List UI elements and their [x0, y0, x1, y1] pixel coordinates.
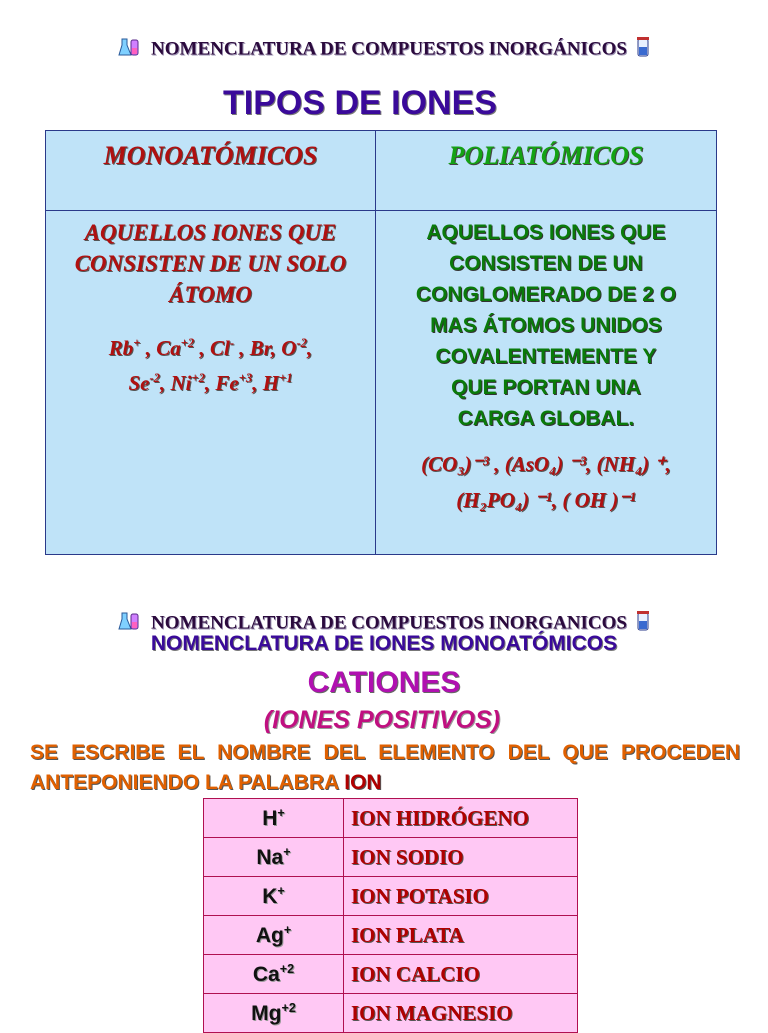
mono-definition [46, 211, 375, 310]
poli-heading-cell [376, 131, 717, 211]
ion-name: ION MAGNESIO [344, 994, 578, 1033]
poli-definition-line: CONGLOMERADO DE 2 O [415, 283, 677, 306]
mono-heading: MONOATÓMICOS [103, 141, 318, 170]
ion-symbol: H [262, 806, 278, 830]
table-row [204, 994, 578, 1033]
ion-symbol: Cl [209, 336, 230, 360]
ion-symbol: Se [128, 371, 150, 395]
naming-rule [30, 738, 740, 798]
mono-heading-cell [46, 131, 376, 211]
ion-charge: + [283, 922, 292, 937]
poli-examples [376, 446, 716, 518]
separator: , [234, 336, 250, 360]
separator: , [159, 371, 171, 395]
slide-header [0, 36, 768, 64]
ion-charge: +3 [238, 371, 253, 385]
ion-charge: + [133, 336, 141, 350]
ion-name: ION POTASIO [344, 877, 578, 916]
ion-charge: +2 [180, 336, 195, 350]
poli-description-cell [376, 211, 717, 555]
ion-symbol: H [262, 371, 280, 395]
naming-rule-text: SE ESCRIBE EL NOMBRE DEL ELEMENTO DEL QUE PROCEDEN ANTEPONIENDO LA PALABRA [30, 741, 740, 794]
separator: , [194, 336, 210, 360]
poli-definition-line: COVALENTEMENTE Y [435, 345, 657, 368]
ion-symbol: Na [256, 845, 284, 869]
mono-examples-line [46, 363, 375, 398]
ion-name: ION SODIO [344, 838, 578, 877]
table-row [204, 955, 578, 994]
separator: , [204, 371, 216, 395]
ion-types-table [45, 130, 717, 555]
ion-charge: -2 [296, 336, 307, 350]
separator: , [270, 336, 282, 360]
section-subtitle: NOMENCLATURA DE IONES MONOATÓMICOS [150, 632, 618, 655]
naming-rule-keyword: ION [344, 771, 382, 794]
poli-heading: POLIATÓMICOS [448, 141, 644, 170]
ion-symbol: Ni [170, 371, 192, 395]
ion-symbol: Fe [215, 371, 239, 395]
ion-symbol-cell [204, 799, 344, 838]
cations-table [203, 798, 578, 1033]
ion-name: ION HIDRÓGENO [344, 799, 578, 838]
header-text: NOMENCLATURA DE COMPUESTOS INORGANICOS [151, 612, 627, 634]
ion-charge: -2 [149, 371, 160, 385]
ion-symbol: Rb [108, 336, 134, 360]
poli-definition-line: CARGA GLOBAL. [457, 407, 635, 430]
ion-symbol-cell [204, 994, 344, 1033]
ion-symbol-cell [204, 955, 344, 994]
ion-charge: +2 [279, 961, 295, 976]
ion-symbol-cell [204, 838, 344, 877]
ion-charge: - [229, 336, 235, 350]
ion-symbol-cell [204, 877, 344, 916]
mono-examples [46, 328, 375, 398]
separator: , [140, 336, 157, 360]
ion-charge: + [277, 883, 285, 898]
mono-examples-line [46, 328, 375, 363]
poli-definition-line: QUE PORTAN UNA [451, 376, 641, 399]
ion-name: ION CALCIO [344, 955, 578, 994]
ion-symbol: O [281, 336, 297, 360]
mono-description-cell [46, 211, 376, 555]
mono-definition-line: CONSISTEN DE UN SOLO [74, 251, 347, 276]
ion-symbol: Ca [156, 336, 181, 360]
ion-charge: + [277, 805, 285, 820]
mono-definition-line: ÁTOMO [169, 282, 252, 307]
ion-symbol: Ca [252, 962, 280, 986]
beaker-icon [636, 36, 650, 64]
ion-symbol: Mg [251, 1001, 282, 1025]
poli-examples-line: (H₂PO₄) ⁻¹, ( OH )⁻¹ [456, 488, 636, 512]
table-row [204, 799, 578, 838]
ion-charge: + [283, 844, 291, 859]
table-row [204, 838, 578, 877]
table-row [204, 877, 578, 916]
poli-definition-line: CONSISTEN DE UN [449, 252, 643, 275]
ion-symbol: Ag [255, 923, 284, 947]
mono-definition-line: AQUELLOS IONES QUE [84, 220, 337, 245]
ion-symbol-cell [204, 916, 344, 955]
separator: , [306, 336, 313, 360]
page-title: TIPOS DE IONES [223, 84, 497, 122]
poli-definition-line: MAS ÁTOMOS UNIDOS [430, 314, 662, 337]
section-title: CATIONES [307, 666, 461, 699]
flask-icon [118, 36, 142, 64]
ion-charge: +1 [279, 371, 293, 385]
ion-symbol: Br [249, 336, 271, 360]
table-row [204, 916, 578, 955]
separator: , [252, 371, 263, 395]
ion-name: ION PLATA [344, 916, 578, 955]
poli-definition-line: AQUELLOS IONES QUE [426, 221, 666, 244]
poli-definition [376, 211, 716, 434]
header-text: NOMENCLATURA DE COMPUESTOS INORGÁNICOS [151, 38, 627, 60]
section-caption: (IONES POSITIVOS) [263, 706, 501, 734]
poli-examples-line: (CO₃)⁻³ , (AsO₄) ⁻³, (NH₄) ⁺, [421, 452, 671, 476]
ion-charge: +2 [191, 371, 205, 385]
ion-symbol: K [262, 884, 278, 908]
ion-charge: +2 [281, 1000, 296, 1015]
